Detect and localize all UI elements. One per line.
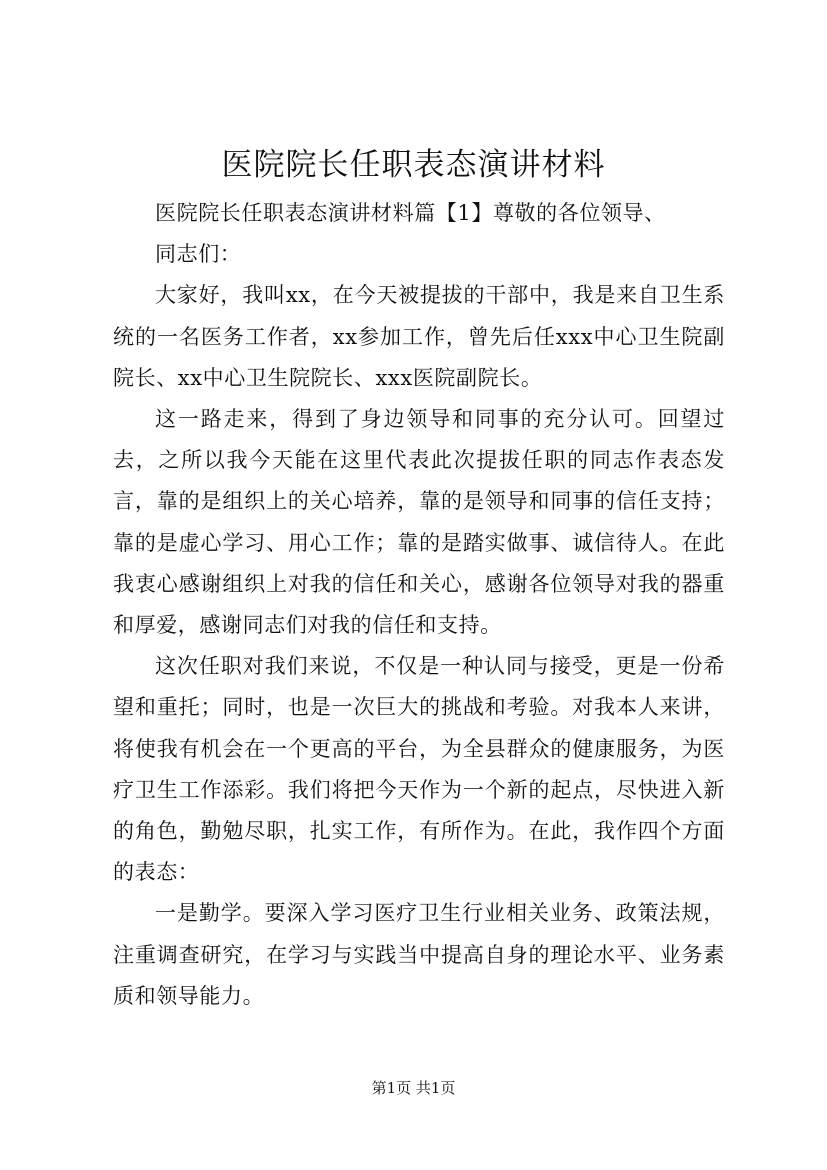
paragraph-self-introduction: 大家好，我叫xx，在今天被提拔的干部中，我是来自卫生系统的一名医务工作者，xx参加工作，曾先后任xxx中心卫生院副院长、xx中心卫生院院长、xxx医院副院长。	[113, 283, 725, 390]
paragraph-salutation: 同志们：	[155, 242, 242, 267]
document-body	[113, 193, 725, 1017]
paragraph-commitment: 这次任职对我们来说，不仅是一种认同与接受，更是一份希望和重托；同时，也是一次巨大的挑战和考验。对我本人来讲，将使我有机会在一个更高的平台，为全县群众的健康服务，为医疗卫生工作添彩。我们将把今天作为一个新的起点，尽快进入新的角色，勤勉尽职，扎实工作，有所作为。在此，我作四个方面的表态：	[113, 654, 725, 885]
document-title: 医院院长任职表态演讲材料	[221, 147, 606, 183]
paragraph-intro: 医院院长任职表态演讲材料篇【1】尊敬的各位领导、	[155, 201, 666, 225]
page-footer: 第1页 共1页	[371, 1079, 456, 1097]
paragraph-gratitude: 这一路走来，得到了身边领导和同事的充分认可。回望过去，之所以我今天能在这里代表此次提拔任职的同志作表态发言，靠的是组织上的关心培养，靠的是领导和同事的信任支持；靠的是虚心学习、用心工作；靠的是踏实做事、诚信待人。在此我衷心感谢组织上对我的信任和关心，感谢各位领导对我的器重和厚爱，感谢同志们对我的信任和支持。	[113, 407, 725, 638]
paragraph-study: 一是勤学。要深入学习医疗卫生行业相关业务、政策法规，注重调查研究，在学习与实践当中提高自身的理论水平、业务素质和领导能力。	[113, 901, 725, 1008]
